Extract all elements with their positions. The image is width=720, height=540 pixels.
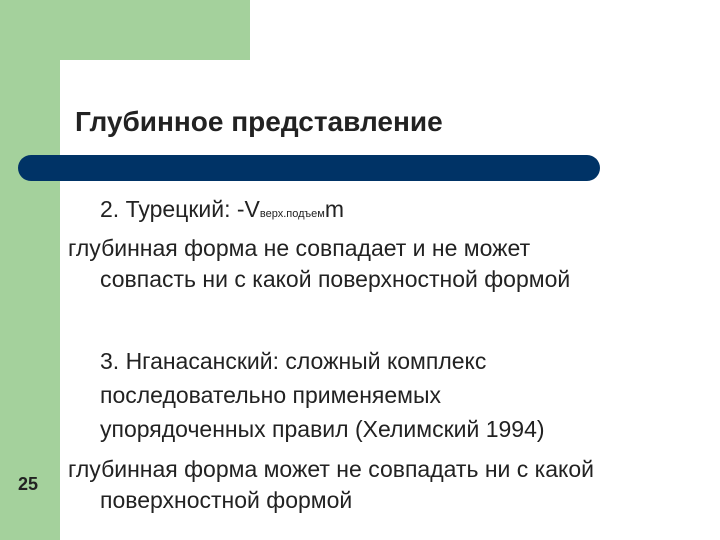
slide-title: Глубинное представление — [75, 106, 443, 137]
item-nganasan-line3: упорядоченных правил (Хелимский 1994) — [100, 416, 545, 442]
title-underline-bar — [18, 155, 600, 181]
item-nganasan-line2: последовательно применяемых — [100, 382, 441, 408]
item-nganasan-note-line2: поверхностной формой — [100, 487, 353, 513]
decorative-green-left-band — [0, 0, 60, 540]
slide-number: 25 — [18, 474, 39, 494]
item-turkish — [100, 196, 344, 223]
item-turkish-suffix: m — [324, 196, 344, 222]
item-turkish-note-line1: глубинная форма не совпадает и не может — [68, 235, 531, 261]
item-nganasan-line1: 3. Нганасанский: сложный комплекс — [100, 348, 487, 374]
item-turkish-note-line2: совпасть ни с какой поверхностной формой — [100, 266, 571, 292]
item-turkish-subscript: верх.подъем — [259, 208, 325, 220]
item-turkish-prefix: 2. Турецкий: -V — [100, 196, 260, 222]
item-nganasan-note-line1: глубинная форма может не совпадать ни с какой — [68, 456, 594, 482]
